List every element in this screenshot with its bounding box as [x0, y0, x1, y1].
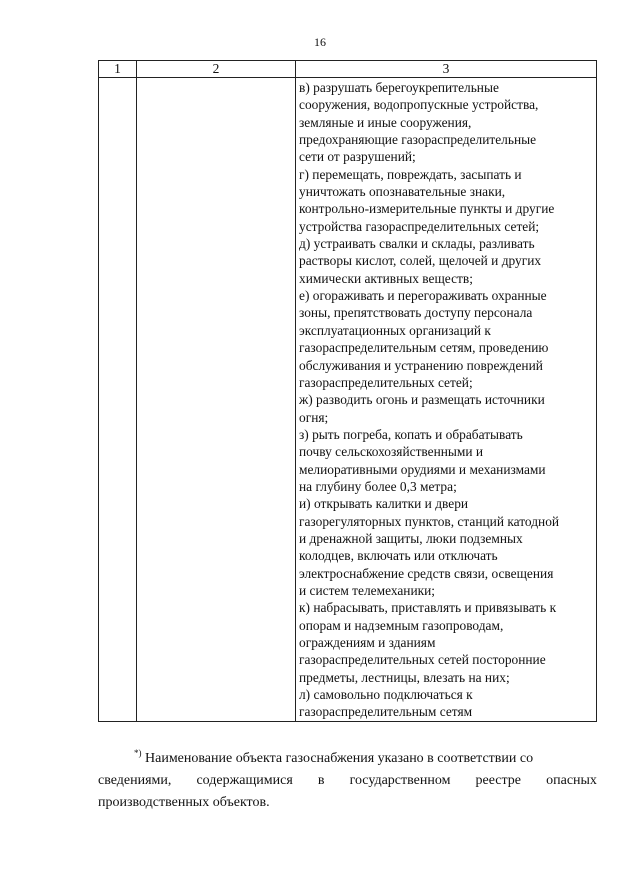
footnote — [98, 742, 597, 814]
prohibition-line: и дренажной защиты, люки подземных — [299, 530, 523, 546]
document-table — [98, 60, 597, 722]
footnote-line — [98, 770, 597, 792]
table-cell-col2 — [137, 78, 296, 722]
prohibition-line: в) разрушать берегоукрепительные — [299, 80, 499, 95]
footnote-word: содержащимися — [196, 773, 293, 788]
prohibition-line: газораспределительным сетям, проведению — [299, 340, 549, 356]
prohibition-line: г) перемещать, повреждать, засыпать и — [299, 166, 522, 182]
footnote-word: в — [317, 773, 325, 788]
footnote-text: Наименование объекта газоснабжения указано в соответствии со — [145, 751, 534, 766]
footnote-word: сведениями, — [98, 773, 172, 788]
prohibition-line: и систем телемеханики; — [299, 582, 436, 598]
prohibitions-list — [296, 78, 596, 721]
prohibition-line: на глубину более 0,3 метра; — [299, 478, 457, 494]
prohibition-line: земляные и иные сооружения, — [299, 114, 472, 130]
prohibition-line: газорегуляторных пунктов, станций катодной — [299, 513, 560, 529]
prohibition-line: опорам и надземным газопроводам, — [299, 617, 504, 633]
footnote-word: реестре — [475, 773, 522, 788]
table-row — [99, 78, 597, 722]
column-header-1: 1 — [99, 61, 137, 78]
page-number: 16 — [314, 35, 326, 49]
prohibition-line: растворы кислот, солей, щелочей и других — [299, 253, 542, 269]
prohibition-line: обслуживания и устранению повреждений — [299, 357, 543, 373]
footnote-word: опасных — [546, 773, 597, 788]
prohibition-line: предметы, лестницы, влезать на них; — [299, 669, 510, 685]
prohibition-line: сети от разрушений; — [299, 149, 416, 165]
prohibition-line: газораспределительных сетей посторонние — [299, 652, 546, 668]
prohibition-line: ж) разводить огонь и размещать источники — [299, 392, 545, 408]
prohibition-line: контрольно-измерительные пункты и другие — [299, 201, 555, 217]
prohibition-line: эксплуатационных организаций к — [299, 322, 491, 338]
prohibition-line: предохраняющие газораспределительные — [299, 132, 537, 148]
prohibition-line: к) набрасывать, приставлять и привязывать к — [299, 600, 557, 616]
prohibition-line: и) открывать калитки и двери — [299, 496, 469, 512]
prohibition-line: л) самовольно подключаться к — [299, 687, 473, 703]
prohibition-line: е) огораживать и перегораживать охранные — [299, 288, 547, 304]
table-cell-col1 — [99, 78, 137, 722]
prohibition-line: почву сельскохозяйственными и — [299, 444, 484, 460]
prohibition-line: устройства газораспределительных сетей; — [299, 218, 540, 234]
prohibition-line: сооружения, водопропускные устройства, — [299, 97, 539, 113]
prohibition-line: электроснабжение средств связи, освещения — [299, 565, 554, 581]
column-header-3: 3 — [296, 61, 597, 78]
prohibition-line: уничтожать опознавательные знаки, — [299, 184, 506, 200]
prohibition-line: газораспределительных сетей; — [299, 374, 473, 390]
prohibition-line: д) устраивать свалки и склады, разливать — [299, 236, 535, 252]
footnote-line: производственных объектов. — [98, 795, 270, 810]
prohibition-line: з) рыть погреба, копать и обрабатывать — [299, 426, 523, 442]
footnote-word: государственном — [349, 773, 451, 788]
prohibition-line: мелиоративными орудиями и механизмами — [299, 461, 546, 477]
table-header-row — [99, 61, 597, 78]
prohibition-line: огня; — [299, 409, 329, 425]
table-cell-col3 — [296, 78, 597, 722]
prohibition-line: ограждениям и зданиям — [299, 635, 436, 650]
footnote-line — [98, 742, 597, 770]
prohibition-line: газораспределительным сетям — [299, 704, 473, 720]
prohibition-line: колодцев, включать или отключать — [299, 548, 498, 564]
prohibition-line: зоны, препятствовать доступу персонала — [299, 305, 533, 321]
prohibition-line: химически активных веществ; — [299, 270, 473, 286]
footnote-marker: *) — [134, 748, 142, 758]
column-header-2: 2 — [137, 61, 296, 78]
